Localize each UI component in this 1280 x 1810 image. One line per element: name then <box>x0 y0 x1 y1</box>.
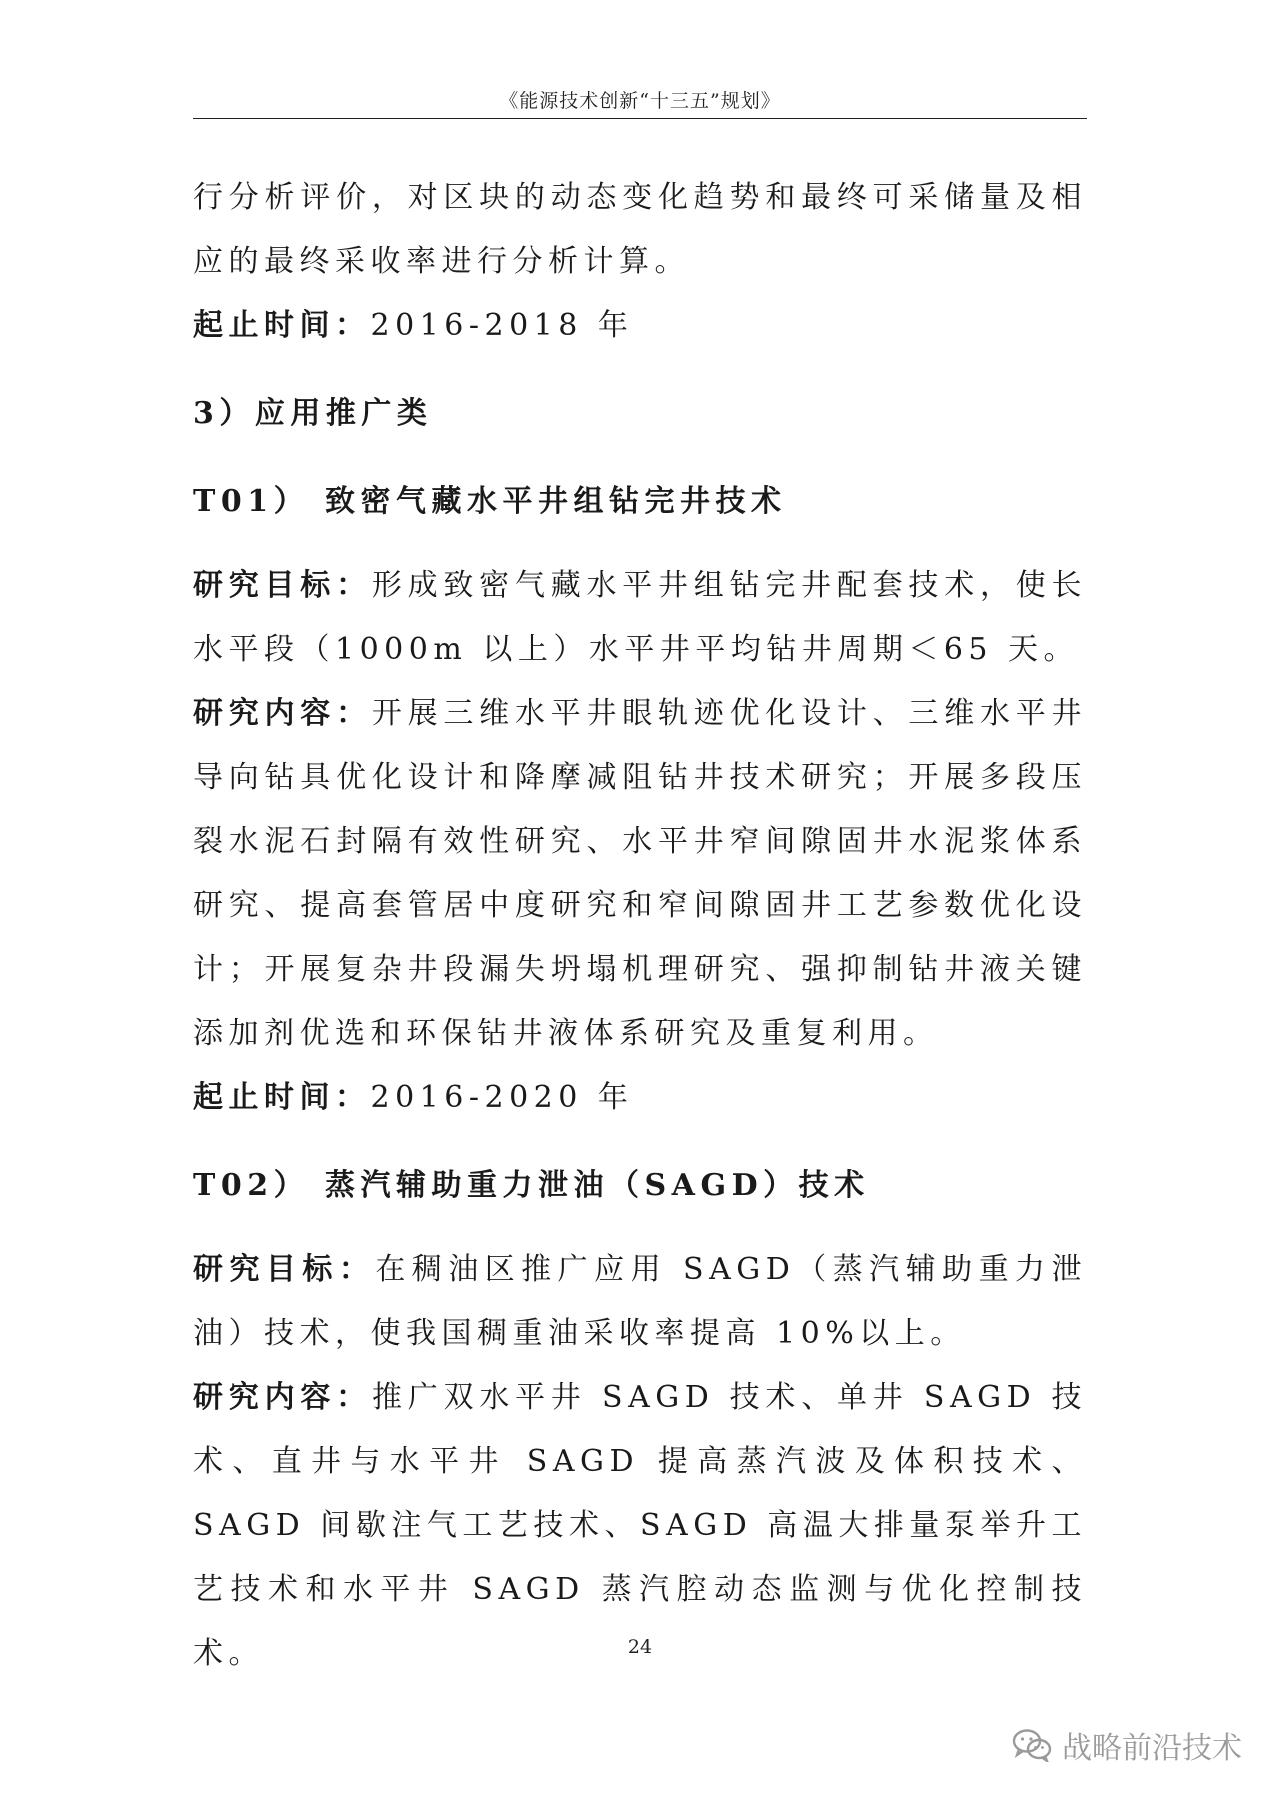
page-body <box>193 166 1087 1686</box>
t02-goal-text: 在稠油区推广应用 SAGD（蒸汽辅助重力泄油）技术，使我国稠重油采收率提高 10%以上。 <box>193 1252 1087 1351</box>
t02-title: T02） 蒸汽辅助重力泄油（SAGD）技术 <box>193 1168 870 1203</box>
t01-goal <box>193 554 1087 682</box>
period-line-1 <box>193 294 1087 358</box>
t02-content-label: 研究内容： <box>193 1380 372 1415</box>
t01-goal-label: 研究目标： <box>193 568 372 603</box>
t01-content-text: 开展三维水平井眼轨迹优化设计、三维水平井导向钻具优化设计和降摩减阻钻井技术研究；开展多段压裂水泥石封隔有效性研究、水平井窄间隙固井水泥浆体系研究、提高套管居中度研究和窄间隙固井工艺参数优化设计；开展复杂井段漏失坍塌机理研究、强抑制钻井液关键添加剂优选和环保钻井液体系研究及重复利用。 <box>193 696 1088 1051</box>
t01-period-label: 起止时间： <box>193 1080 371 1115</box>
t02-goal <box>193 1238 1087 1366</box>
t01-title: T01） 致密气藏水平井组钻完井技术 <box>193 484 787 519</box>
t01-content <box>193 682 1087 1066</box>
period-value: 2016-2018 年 <box>370 308 634 343</box>
t02-goal-label: 研究目标： <box>193 1252 376 1287</box>
page-number: 24 <box>627 1636 653 1658</box>
t01-content-label: 研究内容： <box>193 696 372 731</box>
t01-period <box>193 1066 1087 1130</box>
t02-content-text: 推广双水平井 SAGD 技术、单井 SAGD 技术、直井与水平井 SAGD 提高蒸汽波及体积技术、SAGD 间歇注气工艺技术、SAGD 高温大排量泵举升工艺技术和水平井 SAGD 蒸汽腔动态监测与优化控制技术。 <box>193 1380 1087 1671</box>
period-label: 起止时间： <box>193 308 371 343</box>
intro-paragraph: 行分析评价，对区块的动态变化趋势和最终可采储量及相应的最终采收率进行分析计算。 <box>193 180 1087 279</box>
running-header: 《能源技术创新“十三五”规划》 <box>499 90 781 112</box>
wechat-icon <box>1012 1728 1052 1762</box>
watermark-text: 战略前沿技术 <box>1062 1731 1242 1766</box>
header-rule <box>193 118 1087 119</box>
t01-goal-text: 形成致密气藏水平井组钻完井配套技术，使长水平段（1000m 以上）水平井平均钻井周期＜65 天。 <box>193 568 1088 667</box>
watermark <box>1012 1723 1242 1767</box>
section-heading: 3）应用推广类 <box>193 396 433 431</box>
t01-period-value: 2016-2020 年 <box>370 1080 634 1115</box>
